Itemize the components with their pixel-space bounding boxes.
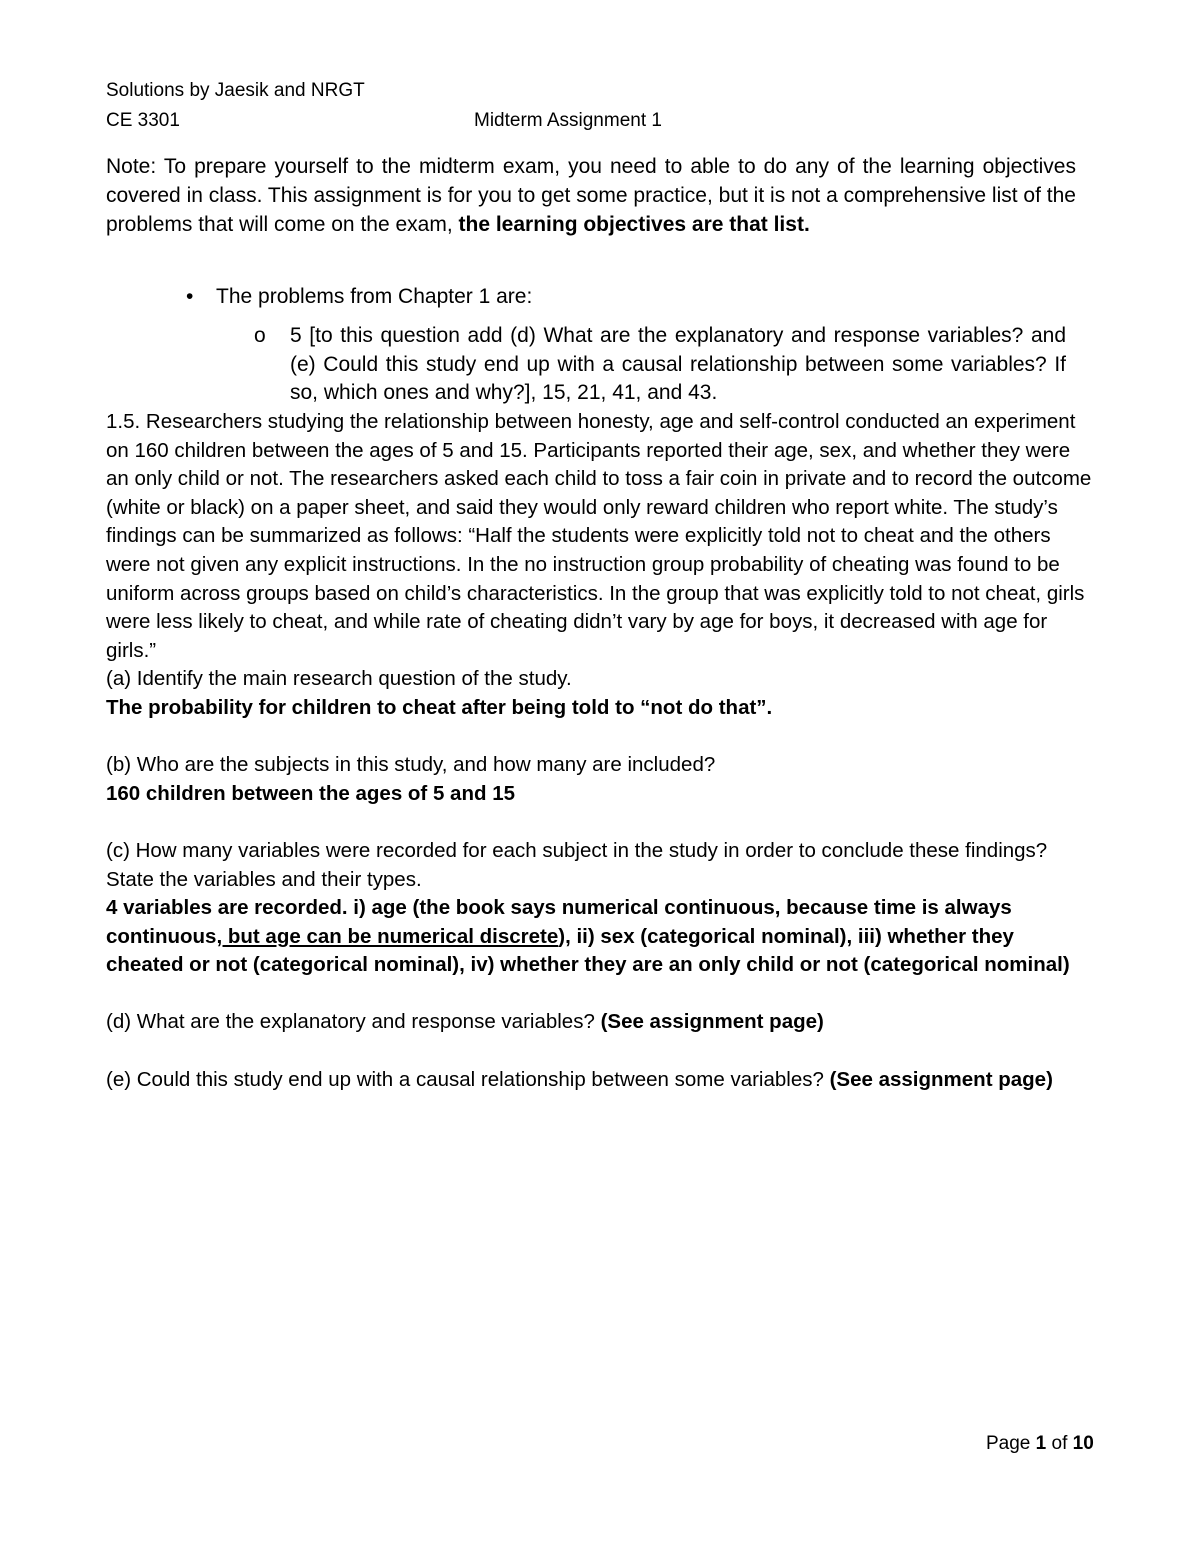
note-bold-text: the learning objectives are that list: [458, 213, 804, 236]
question-e: [106, 1066, 1096, 1095]
question-e-text: (e) Could this study end up with a causal relationship between some variables?: [106, 1067, 830, 1091]
answer-c-part-2: ), ii) sex (categorical nominal), iii) whether they cheated or not (categorical nominal), iv) whether they are an only child or not (categorical nominal): [106, 924, 1070, 977]
note-end: .: [803, 213, 810, 236]
question-a: (a) Identify the main research question of the study.: [106, 667, 572, 691]
question-d: [106, 1008, 1096, 1037]
answer-e: (See assignment page): [829, 1067, 1053, 1091]
sub-bullet-icon: o: [254, 324, 266, 347]
note-text: Note: To prepare yourself to the midterm exam, you need to able to do any of the learning objectives covered in class. This assignment is for you to get some practice, but it is not a comprehensive list of the problems that will come on the exam,: [106, 155, 1076, 236]
question-body: [106, 408, 1096, 1094]
answer-c: [106, 894, 1096, 980]
course-code: CE 3301: [106, 110, 180, 131]
answer-c-part-1: 4 variables are recorded. i) age (the book says numerical continuous, because time is always continuous: [106, 896, 1012, 948]
page-of-word: of: [1046, 1433, 1073, 1454]
bullet-item: [186, 283, 532, 311]
sub-bullet-text: 5 [to this question add (d) What are the explanatory and response variables? and (e) Could this study end up with a causal relationship between some variables? If so, which ones and why?], 15, 21, 41, and 43.: [290, 324, 1066, 404]
page-current: 1: [1035, 1433, 1047, 1454]
question-stem: 1.5. Researchers studying the relationship between honesty, age and self-control conducted an experiment on 160 children between the ages of 5 and 15. Participants reported their age, sex, and whether they were an only child or not. The researchers asked each child to toss a fair coin in private and to record the outcome (white or black) on a paper sheet, and said they would only reward children who report white. The study’s findings can be summarized as follows: “Half the students were explicitly told not to cheat and the others were not given any explicit instructions. In the no instruction group probability of cheating was found to be uniform across groups based on child’s characteristics. In the group that was explicitly told to not cheat, girls were less likely to cheat, and while rate of cheating didn’t vary by age for boys, it decreased with age for girls.”: [106, 410, 1092, 662]
author-credit: Solutions by Jaesik and NRGT: [106, 80, 365, 101]
answer-b: 160 children between the ages of 5 and 15: [106, 781, 515, 805]
page-total: 10: [1072, 1433, 1094, 1454]
bullet-icon: •: [186, 285, 194, 308]
question-b: (b) Who are the subjects in this study, and how many are included?: [106, 753, 716, 777]
page-word: Page: [986, 1433, 1036, 1454]
answer-d: (See assignment page): [600, 1010, 824, 1034]
answer-c-underlined: , but age can be numerical discrete: [216, 924, 559, 948]
question-d-text: (d) What are the explanatory and response variables?: [106, 1010, 601, 1034]
answer-a: The probability for children to cheat after being told to “not do that”.: [106, 695, 773, 719]
assignment-title: Midterm Assignment 1: [474, 110, 662, 131]
bullet-label: The problems from Chapter 1 are:: [216, 285, 533, 308]
question-c: (c) How many variables were recorded for each subject in the study in order to conclude these findings? State the variables and their types.: [106, 838, 1048, 891]
page-number: [986, 1432, 1094, 1456]
note-paragraph: [106, 152, 1076, 239]
